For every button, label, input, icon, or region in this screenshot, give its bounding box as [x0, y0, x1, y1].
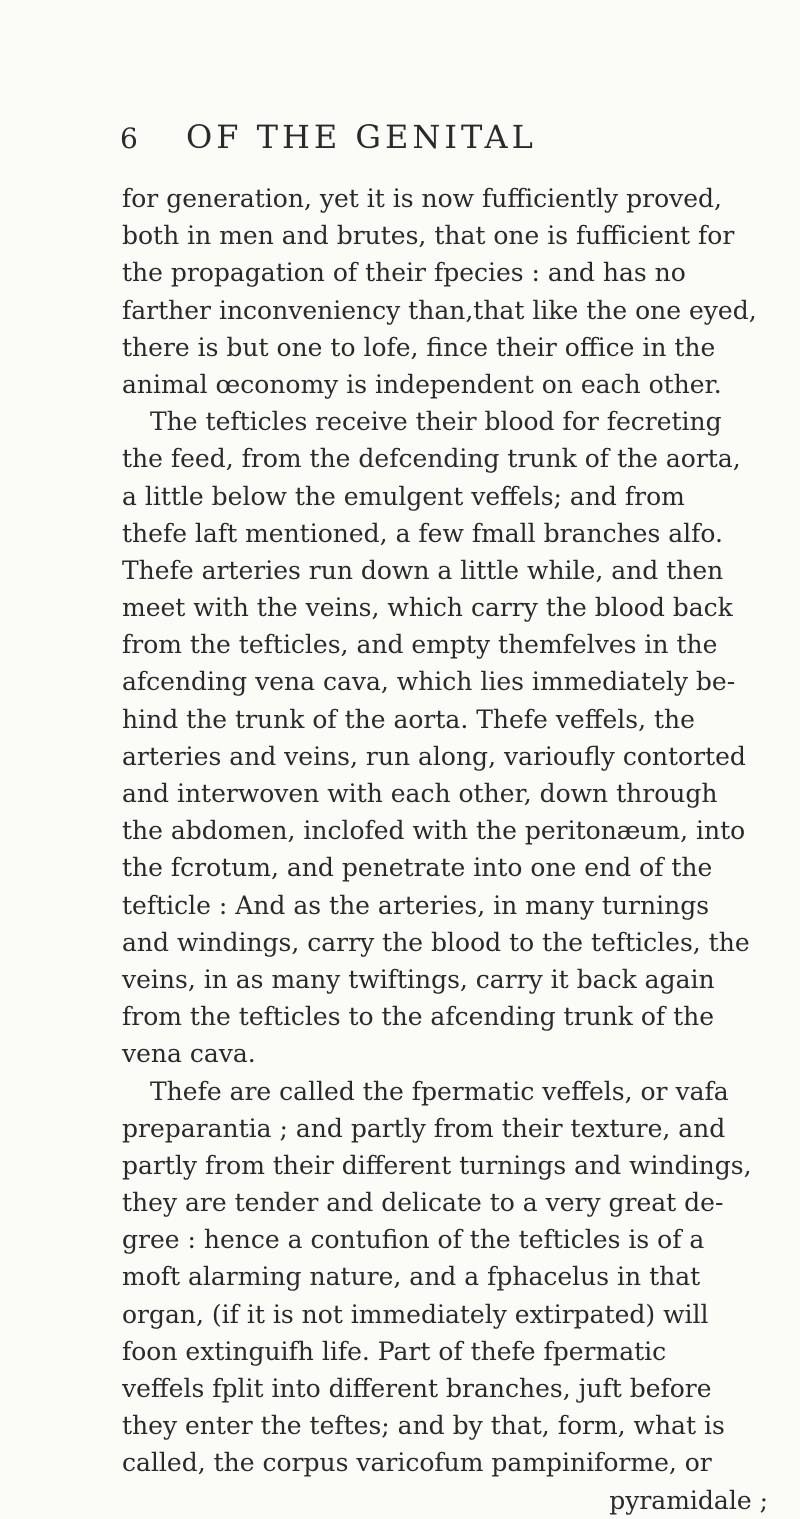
paragraph-start-line: Thefe are called the fpermatic veffels, or vafa — [150, 1076, 729, 1106]
text-line: partly from their different turnings and windings, — [122, 1150, 752, 1180]
text-line: called, the corpus varicofum pampiniforme, or — [122, 1448, 712, 1478]
text-line: veins, in as many twiftings, carry it back again — [122, 964, 715, 994]
text-line: for generation, yet it is now fufficiently proved, — [122, 184, 722, 213]
text-line: Thefe arteries run down a little while, and then — [122, 555, 724, 585]
text-line: organ, (if it is not immediately extirpated) will — [122, 1299, 709, 1329]
page-number: 6 — [120, 122, 138, 155]
text-line: farther inconveniency than,that like the one eyed, — [122, 295, 757, 325]
text-line: a little below the emulgent veffels; and from — [122, 481, 685, 511]
text-line: the abdomen, inclofed with the peritonæum, into — [122, 816, 746, 846]
text-line: from the tefticles, and empty themfelves in the — [122, 630, 718, 660]
text-line: from the tefticles to the afcending trunk of the — [122, 1002, 715, 1032]
text-line: animal œconomy is independent on each other. — [122, 369, 722, 399]
catchword-line: pyramidale ; — [609, 1485, 768, 1515]
body-text — [122, 180, 782, 1519]
text-line: the fcrotum, and penetrate into one end of the — [122, 853, 713, 883]
text-line: arteries and veins, run along, varioufly contorted — [122, 741, 746, 771]
text-line: preparantia ; and partly from their texture, and — [122, 1113, 726, 1143]
text-line: both in men and brutes, that one is fufficient for — [122, 221, 735, 251]
text-line: they are tender and delicate to a very great de- — [122, 1188, 724, 1218]
text-line: and interwoven with each other, down through — [122, 779, 718, 808]
text-line: they enter the teftes; and by that, form, what is — [122, 1411, 725, 1441]
text-line: thefe laft mentioned, a few fmall branches alfo. — [122, 518, 723, 548]
text-line: veffels fplit into different branches, juft before — [122, 1374, 712, 1403]
text-line: tefticle : And as the arteries, in many turnings — [122, 890, 710, 920]
text-line: there is but one to lofe, fince their office in the — [122, 332, 716, 362]
text-line: and windings, carry the blood to the tefticles, the — [122, 927, 750, 957]
text-line: the propagation of their fpecies : and has no — [122, 258, 686, 288]
text-line: the feed, from the defcending trunk of the aorta, — [122, 444, 741, 474]
page-header — [120, 118, 780, 168]
text-line: meet with the veins, which carry the blood back — [122, 593, 733, 623]
text-line: foon extinguifh life. Part of thefe fpermatic — [122, 1336, 667, 1366]
text-line: moft alarming nature, and a fphacelus in that — [122, 1262, 701, 1292]
text-line: afcending vena cava, which lies immediately be- — [122, 667, 736, 697]
text-line: vena cava. — [122, 1039, 256, 1069]
paragraph-start-line: The tefticles receive their blood for fecreting — [150, 407, 722, 437]
text-line: gree : hence a contufion of the tefticles is of a — [122, 1225, 705, 1255]
text-line: hind the trunk of the aorta. Thefe veffels, the — [122, 704, 695, 734]
running-title: OF THE GENITAL — [186, 118, 537, 156]
